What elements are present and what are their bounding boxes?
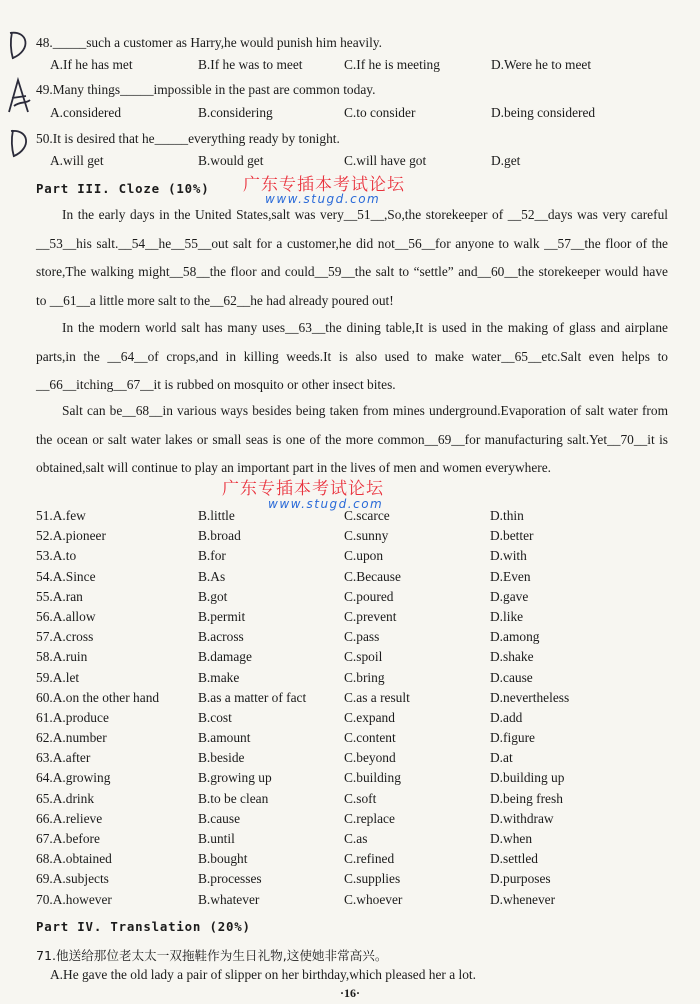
choice-option: D.shake xyxy=(490,649,534,665)
choice-option: D.withdraw xyxy=(490,810,554,826)
choice-option: B.broad xyxy=(198,528,241,544)
choice-option: 68.A.obtained xyxy=(36,851,112,867)
handwritten-answer-mark xyxy=(4,76,36,116)
choice-option: D.add xyxy=(490,709,523,725)
choice-option: 61.A.produce xyxy=(36,709,109,725)
question-50-stem: 50.It is desired that he_____everything ready by tonight. xyxy=(36,131,340,146)
choice-option: B.as a matter of fact xyxy=(198,689,307,705)
choice-option: B.bought xyxy=(198,851,248,867)
choice-row xyxy=(36,710,680,730)
choice-option: C.as xyxy=(344,831,368,846)
choice-option: C.prevent xyxy=(344,608,397,624)
choice-option: B.permit xyxy=(198,608,246,624)
choice-option: 51.A.few xyxy=(36,508,86,523)
choice-row xyxy=(36,670,680,690)
handwritten-answer-mark xyxy=(4,28,34,62)
watermark-text: 广东专插本考试论坛 xyxy=(222,479,384,499)
choice-row xyxy=(36,649,680,669)
choice-option: B.make xyxy=(198,669,240,685)
choice-option: 69.A.subjects xyxy=(36,871,109,887)
choice-row xyxy=(36,851,680,871)
option: D.being considered xyxy=(491,105,596,120)
choice-option: 58.A.ruin xyxy=(36,649,88,665)
choice-option: C.refined xyxy=(344,851,395,867)
choice-option: 63.A.after xyxy=(36,750,91,766)
choice-row xyxy=(36,730,680,750)
option: C.to consider xyxy=(344,105,416,120)
choice-option: 65.A.drink xyxy=(36,790,95,806)
choice-option: C.content xyxy=(344,730,396,746)
choice-row xyxy=(36,508,680,528)
choice-option: C.upon xyxy=(344,548,384,564)
option: A.If he has met xyxy=(50,57,133,72)
question-49-stem: 49.Many things_____impossible in the past are common today. xyxy=(36,82,376,97)
choice-option: D.at xyxy=(490,750,513,766)
handwritten-answer-mark xyxy=(4,126,34,160)
choice-option: 55.A.ran xyxy=(36,588,83,604)
cloze-choices xyxy=(36,508,680,912)
choice-option: 67.A.before xyxy=(36,831,100,846)
choice-option: C.whoever xyxy=(344,891,403,907)
page-number: ·16· xyxy=(339,986,360,1000)
choice-row xyxy=(36,892,680,912)
choice-option: 56.A.allow xyxy=(36,608,96,624)
choice-option: C.sunny xyxy=(344,528,389,544)
choice-option: C.replace xyxy=(344,810,395,826)
choice-option: D.thin xyxy=(490,508,524,523)
choice-row xyxy=(36,589,680,609)
choice-option: 60.A.on the other hand xyxy=(36,689,160,705)
choice-option: C.building xyxy=(344,770,401,786)
choice-option: B.got xyxy=(198,588,228,604)
cloze-paragraph-2: In the modern world salt has many uses__63__the dining table,It is used in the making of glass and airplane parts,in the __64__of crops,and in killing weeds.It is also used to make water__65__etc.Salt even helps to __66__itching__67__it is rubbed on mosquito or other insect bites. xyxy=(36,320,668,393)
option: B.considering xyxy=(198,105,273,120)
choice-option: D.cause xyxy=(490,669,533,685)
choice-option: C.scarce xyxy=(344,508,390,523)
choice-row xyxy=(36,569,680,589)
watermark-url: www.stugd.com xyxy=(268,497,384,511)
choice-row xyxy=(36,791,680,811)
choice-option: 59.A.let xyxy=(36,669,80,685)
choice-option: C.as a result xyxy=(344,689,410,705)
choice-option: 62.A.number xyxy=(36,730,107,746)
choice-option: B.cost xyxy=(198,709,232,725)
choice-option: 64.A.growing xyxy=(36,770,111,786)
choice-option: C.pass xyxy=(344,629,380,645)
choice-option: D.better xyxy=(490,528,534,544)
choice-option: B.processes xyxy=(198,871,262,887)
choice-option: B.beside xyxy=(198,750,245,766)
choice-option: C.poured xyxy=(344,588,394,604)
choice-option: C.soft xyxy=(344,790,377,806)
choice-option: B.damage xyxy=(198,649,252,665)
translation-answer-71: A.He gave the old lady a pair of slipper on her birthday,which pleased her a lot. xyxy=(50,967,477,982)
choice-option: D.when xyxy=(490,831,533,846)
choice-option: 53.A.to xyxy=(36,548,77,564)
part-3-heading: Part III. Cloze (10%) xyxy=(36,181,210,196)
choice-option: D.being fresh xyxy=(490,790,563,806)
choice-option: D.purposes xyxy=(490,871,551,887)
option: B.If he was to meet xyxy=(198,57,303,72)
choice-row xyxy=(36,548,680,568)
choice-option: B.cause xyxy=(198,810,241,826)
choice-option: D.figure xyxy=(490,730,535,746)
choice-option: B.amount xyxy=(198,730,251,746)
choice-option: B.across xyxy=(198,629,244,645)
choice-option: B.for xyxy=(198,548,226,564)
option: C.will have got xyxy=(344,153,427,168)
choice-row xyxy=(36,811,680,831)
option: A.considered xyxy=(50,105,122,120)
choice-option: B.whatever xyxy=(198,891,260,907)
choice-option: B.to be clean xyxy=(198,790,269,806)
choice-row xyxy=(36,528,680,548)
choice-option: D.nevertheless xyxy=(490,689,570,705)
cloze-paragraph-1: In the early days in the United States,salt was very__51__,So,the storekeeper of __52__days was very careful __53__his salt.__54__he__55__out salt for a customer,he did not__56__for anyone to walk __57__the floor of the store,The walking might__58__the floor and could__59__the salt to “settle” and__60__the storekeeper would have to __61__a little more salt to the__62__he had already poured out! xyxy=(36,207,668,308)
choice-option: C.supplies xyxy=(344,871,401,887)
choice-row xyxy=(36,629,680,649)
choice-row xyxy=(36,770,680,790)
choice-option: B.growing up xyxy=(198,770,272,786)
choice-row xyxy=(36,750,680,770)
choice-option: 52.A.pioneer xyxy=(36,528,106,544)
option: D.Were he to meet xyxy=(491,57,592,72)
choice-option: D.gave xyxy=(490,588,529,604)
choice-option: C.expand xyxy=(344,709,395,725)
option: A.will get xyxy=(50,153,104,168)
choice-option: C.bring xyxy=(344,669,385,685)
choice-row xyxy=(36,690,680,710)
watermark-url: www.stugd.com xyxy=(265,192,381,206)
question-48-stem: 48._____such a customer as Harry,he would punish him heavily. xyxy=(36,35,382,50)
choice-option: B.until xyxy=(198,831,235,846)
choice-option: D.like xyxy=(490,608,524,624)
choice-option: C.spoil xyxy=(344,649,383,665)
cloze-paragraph-3: Salt can be__68__in various ways besides being taken from mines underground.Evaporation of salt water from the ocean or salt water lakes or small seas is one of the more common__69__for manufacturing salt.Yet__70__it is obtained,salt will continue to play an important part in the lives of men and women everywhere. xyxy=(36,403,668,476)
choice-option: 66.A.relieve xyxy=(36,810,103,826)
choice-option: D.Even xyxy=(490,568,531,584)
choice-row xyxy=(36,831,680,851)
choice-option: D.among xyxy=(490,629,540,645)
option: C.If he is meeting xyxy=(344,57,440,72)
translation-question-71: 71.他送给那位老太太一双拖鞋作为生日礼物,这使她非常高兴。 xyxy=(36,948,388,963)
choice-option: C.Because xyxy=(344,568,401,584)
choice-option: B.little xyxy=(198,508,235,523)
choice-option: C.beyond xyxy=(344,750,396,766)
choice-row xyxy=(36,609,680,629)
option: B.would get xyxy=(198,153,264,168)
watermark-text: 广东专插本考试论坛 xyxy=(243,175,405,195)
choice-option: 54.A.Since xyxy=(36,568,96,584)
choice-option: 57.A.cross xyxy=(36,629,94,645)
part-4-heading: Part IV. Translation (20%) xyxy=(36,919,251,934)
choice-row xyxy=(36,871,680,891)
choice-option: D.building up xyxy=(490,770,565,786)
choice-option: D.whenever xyxy=(490,891,556,907)
choice-option: D.with xyxy=(490,548,527,564)
choice-option: 70.A.however xyxy=(36,891,112,907)
option: D.get xyxy=(491,153,521,168)
choice-option: B.As xyxy=(198,568,226,584)
choice-option: D.settled xyxy=(490,851,538,867)
